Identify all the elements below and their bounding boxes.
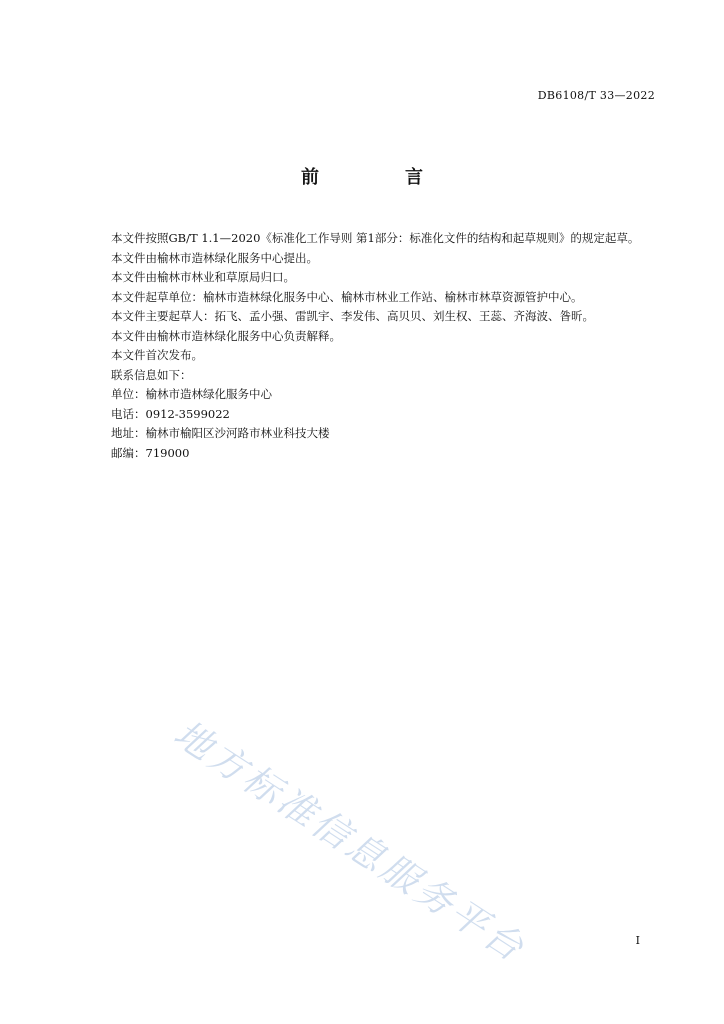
paragraph-drafting-rules: 本文件按照GB/T 1.1—2020《标准化工作导则 第1部分：标准化文件的结构和起草规则》的规定起草。: [111, 231, 640, 245]
paragraph-drafting-units: 本文件起草单位：榆林市造林绿化服务中心、榆林市林业工作站、榆林市林草资源管护中心。: [111, 289, 583, 304]
preface-body: [88, 229, 658, 463]
paragraph-first-release: 本文件首次发布。: [111, 348, 203, 362]
document-code: DB6108/T 33—2022: [537, 89, 655, 102]
page-title: 前 言: [301, 167, 457, 188]
paragraph-interpretation: 本文件由榆林市造林绿化服务中心负责解释。: [111, 328, 341, 343]
paragraph-proposer: 本文件由榆林市造林绿化服务中心提出。: [111, 250, 318, 265]
page-number: I: [635, 934, 640, 947]
paragraph-contact-phone: 电话：0912-3599022: [111, 406, 230, 421]
paragraph-contact-heading: 联系信息如下：: [111, 367, 192, 382]
watermark: 地方标准信息服务平台: [166, 711, 534, 972]
paragraph-contact-address: 地址：榆林市榆阳区沙河路市林业科技大楼: [111, 426, 330, 440]
paragraph-contact-postcode: 邮编：719000: [111, 445, 190, 460]
paragraph-administrator: 本文件由榆林市林业和草原局归口。: [111, 270, 295, 284]
paragraph-contact-unit: 单位：榆林市造林绿化服务中心: [111, 387, 272, 401]
paragraph-drafters: 本文件主要起草人：拓飞、孟小强、雷凯宇、李发伟、高贝贝、刘生权、王蕊、齐海波、昝昕。: [111, 309, 594, 323]
